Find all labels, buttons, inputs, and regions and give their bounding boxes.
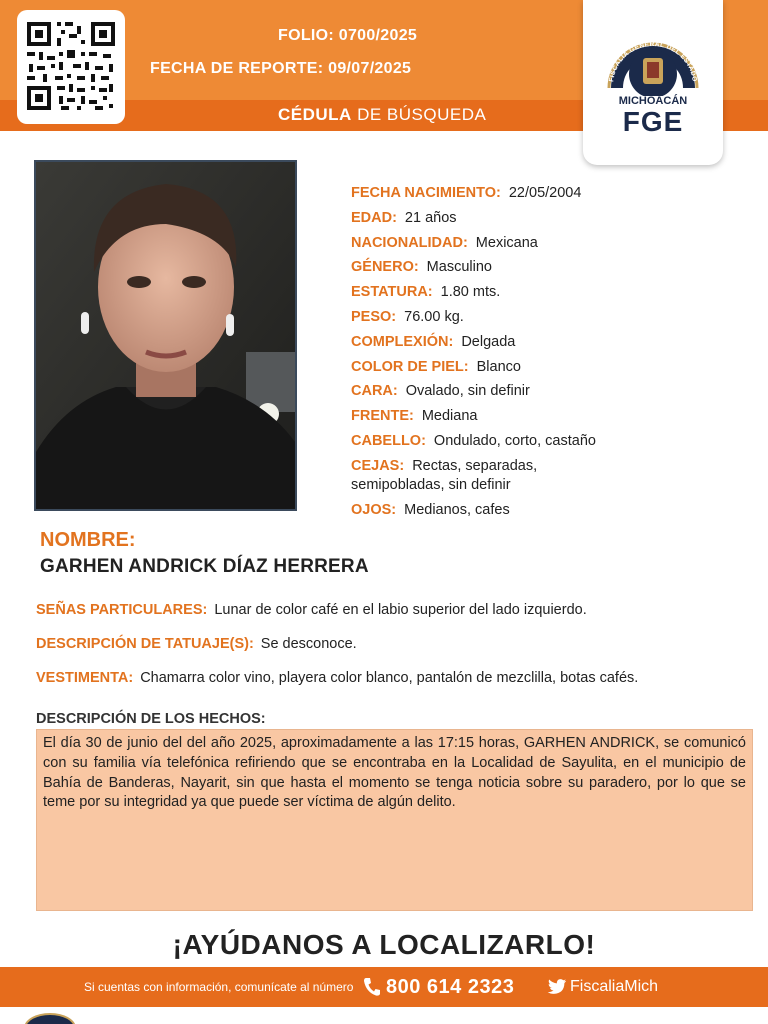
- name-label: NOMBRE:: [40, 529, 136, 551]
- info-label: CARA:: [351, 383, 398, 400]
- document-title: [278, 105, 486, 125]
- person-name: GARHEN ANDRICK DÍAZ HERRERA: [40, 556, 369, 577]
- info-skin-color: [351, 355, 751, 380]
- info-nationality: [351, 231, 751, 256]
- document-title-rest: DE BÚSQUEDA: [351, 105, 487, 124]
- info-value: Mediana: [421, 408, 478, 425]
- field-value: Se desconoce.: [260, 636, 357, 652]
- info-value: Medianos, cafes: [404, 501, 510, 518]
- info-value: Delgada: [461, 333, 516, 350]
- footer-bar: [0, 967, 768, 1007]
- facts-label: DESCRIPCIÓN DE LOS HECHOS:: [36, 711, 266, 727]
- info-hair: [351, 429, 751, 454]
- info-label: PESO:: [351, 308, 397, 325]
- bottom-strip: [0, 1007, 768, 1024]
- field-label: SEÑAS PARTICULARES:: [36, 602, 208, 618]
- fge-seal-icon: [599, 24, 707, 96]
- twitter-icon: [547, 978, 567, 996]
- info-age: [351, 206, 751, 231]
- info-value: 1.80 mts.: [440, 284, 501, 301]
- info-weight: [351, 305, 751, 330]
- info-eyes: [351, 498, 751, 523]
- info-forehead: [351, 404, 751, 429]
- info-value: Masculino: [426, 259, 492, 276]
- info-label: EDAD:: [351, 209, 397, 226]
- info-label: COMPLEXIÓN:: [351, 333, 454, 350]
- tattoos: [36, 636, 736, 652]
- info-value: Ovalado, sin definir: [405, 383, 530, 400]
- field-label: VESTIMENTA:: [36, 670, 134, 686]
- qr-code[interactable]: [17, 10, 125, 124]
- info-label: COLOR DE PIEL:: [351, 358, 469, 375]
- folio: FOLIO: 0700/2025: [278, 27, 418, 44]
- info-value: Ondulado, corto, castaño: [433, 432, 596, 449]
- info-eyebrows: [351, 454, 571, 498]
- info-value: 22/05/2004: [508, 185, 582, 201]
- report-date: FECHA DE REPORTE: 09/07/2025: [150, 60, 412, 77]
- clothing: [36, 670, 736, 686]
- facts-description: El día 30 de junio del del año 2025, aproximadamente a las 17:15 horas, GARHEN ANDRICK, se comunicó con su familia vía telefónica refiriendo que se encontraba en la Localidad de Sayulita, en el municipio de Bahía de Banderas, Nayarit, sin que hasta el momento se tenga noticia sobre su paradero, por lo que se teme por su integridad ya que puede ser víctima de algún delito.: [36, 729, 753, 911]
- distinguishing-marks: [36, 602, 736, 618]
- fge-logo-card: [583, 0, 723, 165]
- seal-arc-text: FISCALÍA GENERAL DEL ESTADO: [608, 40, 698, 83]
- qr-code-icon: [25, 20, 117, 112]
- info-build: [351, 330, 751, 355]
- info-label: FRENTE:: [351, 408, 414, 425]
- info-value: 76.00 kg.: [404, 308, 464, 325]
- info-gender: [351, 255, 751, 280]
- person-photo: [34, 160, 297, 511]
- field-value: Lunar de color café en el labio superior del lado izquierdo.: [214, 602, 587, 618]
- info-label: OJOS:: [351, 501, 397, 518]
- logo-abbr: FGE: [622, 106, 684, 137]
- person-photo-icon: [36, 162, 295, 509]
- info-value: 21 años: [404, 209, 457, 226]
- info-label: GÉNERO:: [351, 259, 419, 276]
- field-value: Chamarra color vino, playera color blanco, pantalón de mezclilla, botas cafés.: [140, 670, 639, 686]
- info-value: Rectas, separadas, semipobladas, sin definir: [351, 457, 538, 493]
- footer-info: Si cuentas con información, comunícate al número: [84, 980, 354, 994]
- info-face: [351, 379, 751, 404]
- info-value: Mexicana: [475, 234, 538, 251]
- info-label: NACIONALIDAD:: [351, 234, 468, 251]
- person-info-list: [351, 181, 751, 523]
- info-label: CEJAS:: [351, 457, 405, 474]
- info-value: Blanco: [476, 358, 521, 375]
- info-label: CABELLO:: [351, 432, 426, 449]
- phone-icon: [362, 976, 382, 998]
- info-label: ESTATURA:: [351, 284, 433, 301]
- footer-twitter[interactable]: FiscaliaMich: [570, 978, 659, 995]
- info-height: [351, 280, 751, 305]
- footer-phone[interactable]: 800 614 2323: [386, 976, 515, 998]
- field-label: DESCRIPCIÓN DE TATUAJE(S):: [36, 636, 254, 652]
- logo-state: MICHOACÁN: [618, 95, 688, 107]
- document-title-bold: CÉDULA: [278, 105, 352, 124]
- call-to-action: ¡AYÚDANOS A LOCALIZARLO!: [172, 929, 596, 960]
- info-birthdate: [351, 181, 751, 206]
- info-label: FECHA NACIMIENTO:: [351, 185, 501, 201]
